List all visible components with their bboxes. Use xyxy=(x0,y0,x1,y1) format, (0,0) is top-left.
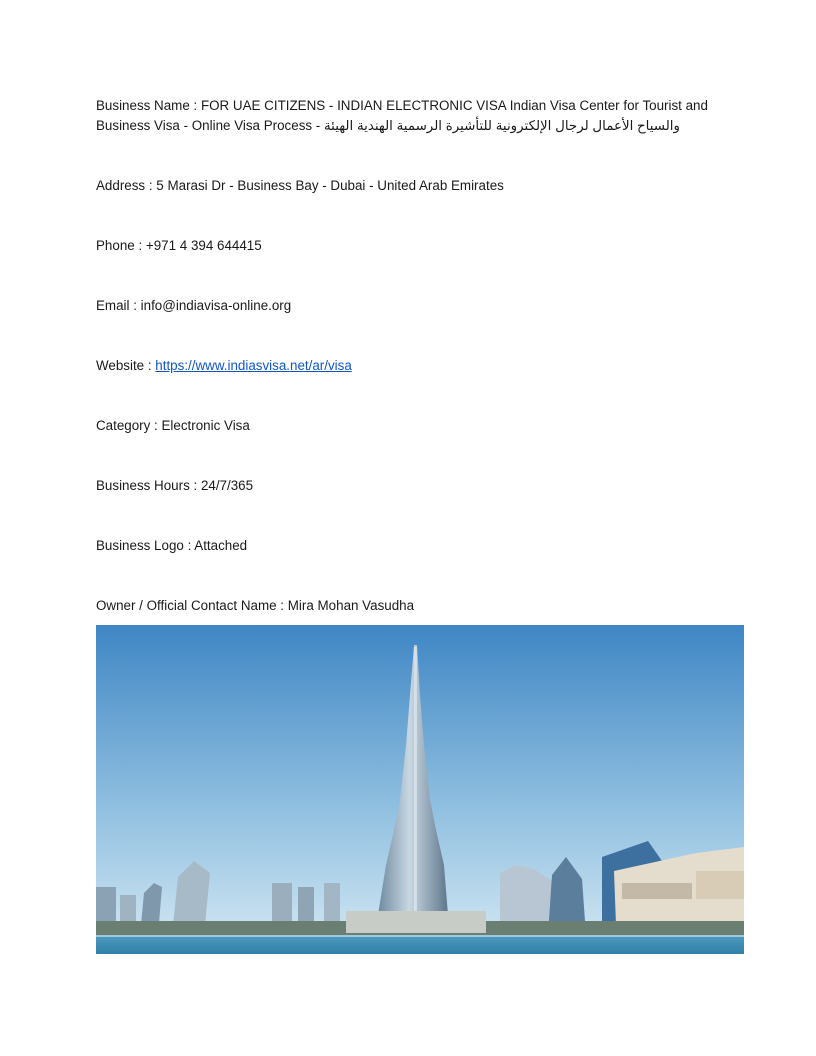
business-name-label: Business Name : xyxy=(96,98,201,113)
business-name-line-1 xyxy=(96,96,708,116)
category-value: Electronic Visa xyxy=(161,418,250,433)
email-value: info@indiavisa-online.org xyxy=(140,298,292,313)
business-name-value-1: FOR UAE CITIZENS - INDIAN ELECTRONIC VISA Indian Visa Center for Tourist and xyxy=(200,98,708,113)
dubai-skyline-photo xyxy=(96,625,744,954)
business-name-value-2: Business Visa - Online Visa Process - xyxy=(96,118,324,133)
owner-label: Owner / Official Contact Name : xyxy=(96,598,288,613)
category-label: Category : xyxy=(96,418,162,433)
business-hours-line xyxy=(96,476,253,496)
address-line xyxy=(96,176,504,196)
business-logo-label: Business Logo : xyxy=(96,538,195,553)
business-name-arabic: والسياح الأعمال لرجال الإلكترونية للتأشيرة الرسمية الهندية الهيئة xyxy=(324,118,680,133)
business-hours-value: 24/7/365 xyxy=(200,478,254,493)
website-link[interactable]: https://www.indiasvisa.net/ar/visa xyxy=(155,358,352,373)
category-line xyxy=(96,416,250,436)
phone-line xyxy=(96,236,262,256)
website-label: Website : xyxy=(96,358,156,373)
owner-value: Mira Mohan Vasudha xyxy=(287,598,415,613)
website-line xyxy=(96,356,352,376)
business-name-line-2 xyxy=(96,116,680,136)
phone-value: +971 4 394 644415 xyxy=(145,238,262,253)
address-label: Address : xyxy=(96,178,157,193)
email-line xyxy=(96,296,291,316)
address-value: 5 Marasi Dr - Business Bay - Dubai - United Arab Emirates xyxy=(156,178,504,193)
business-logo-value: Attached xyxy=(194,538,248,553)
email-label: Email : xyxy=(96,298,141,313)
business-logo-line xyxy=(96,536,247,556)
business-hours-label: Business Hours : xyxy=(96,478,201,493)
phone-label: Phone : xyxy=(96,238,146,253)
owner-line xyxy=(96,596,414,616)
